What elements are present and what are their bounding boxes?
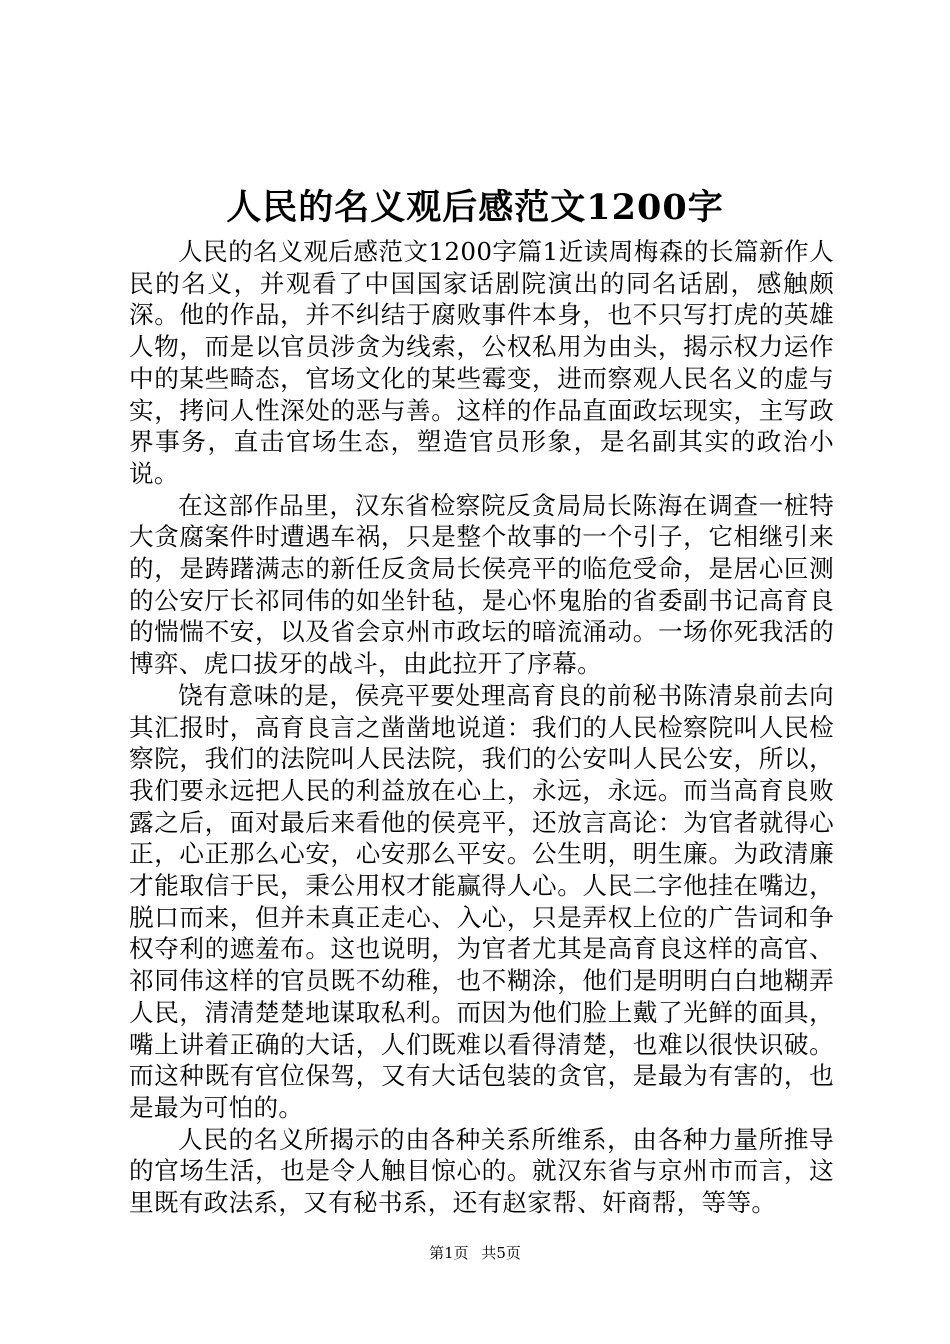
page-number: 第1页	[429, 1244, 469, 1262]
page-footer	[0, 1241, 950, 1265]
page-total: 共5页	[481, 1244, 521, 1262]
paragraph: 在这部作品里，汉东省检察院反贪局局长陈海在调查一桩特大贪腐案件时遭遇车祸，只是整个故事的一个引子，它相继引来的，是踌躇满志的新任反贪局长侯亮平的临危受命，是居心叵测的公安厅长祁同伟的如坐针毡，是心怀鬼胎的省委副书记高育良的惴惴不安，以及省会京州市政坛的暗流涌动。一场你死我活的博弈、虎口拔牙的战斗，由此拉开了序幕。	[129, 490, 834, 679]
document-title: 人民的名义观后感范文1200字	[226, 187, 724, 228]
paragraph: 人民的名义所揭示的由各种关系所维系，由各种力量所推导的官场生活，也是令人触目惊心的。就汉东省与京州市而言，这里既有政法系，又有秘书系，还有赵家帮、奸商帮，等等。	[129, 1124, 834, 1218]
paragraph: 饶有意味的是，侯亮平要处理高育良的前秘书陈清泉前去向其汇报时，高育良言之凿凿地说道：我们的人民检察院叫人民检察院，我们的法院叫人民法院，我们的公安叫人民公安，所以，我们要永远把人民的利益放在心上，永远，永远。而当高育良败露之后，面对最后来看他的侯亮平，还放言高论：为官者就得心正，心正那么心安，心安那么平安。公生明，明生廉。为政清廉才能取信于民，秉公用权才能赢得人心。人民二字他挂在嘴边，脱口而来，但并未真正走心、入心，只是弄权上位的广告词和争权夺利的遮羞布。这也说明，为官者尤其是高育良这样的高官、祁同伟这样的官员既不幼稚，也不糊涂，他们是明明白白地糊弄人民，清清楚楚地谋取私利。而因为他们脸上戴了光鲜的面具，嘴上讲着正确的大话，人们既难以看得清楚，也难以很快识破。而这种既有官位保驾，又有大话包装的贪官，是最为有害的，也是最为可怕的。	[129, 680, 834, 1122]
paragraph: 人民的名义观后感范文1200字篇1近读周梅森的长篇新作人民的名义，并观看了中国国家话剧院演出的同名话剧，感触颇深。他的作品，并不纠结于腐败事件本身，也不只写打虎的英雄人物，而是以官员涉贪为线索，公权私用为由头，揭示权力运作中的某些畸态，官场文化的某些霉变，进而察观人民名义的虚与实，拷问人性深处的恶与善。这样的作品直面政坛现实，主写政界事务，直击官场生态，塑造官员形象，是名副其实的政治小说。	[129, 237, 834, 488]
document-body	[129, 236, 834, 1219]
